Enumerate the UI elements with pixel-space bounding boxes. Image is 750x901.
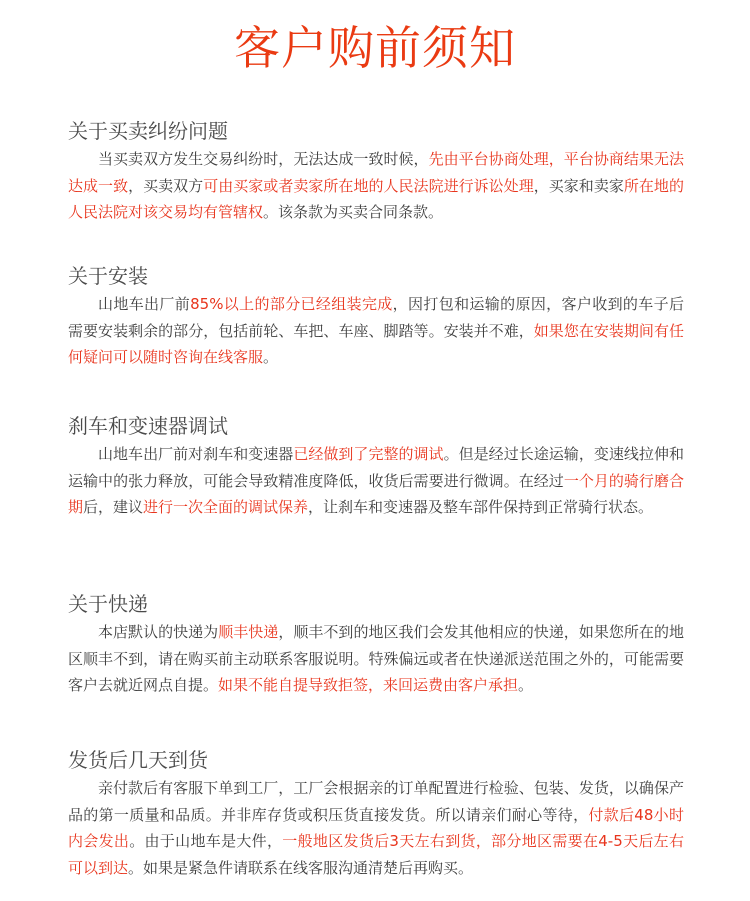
section-heading: 发货后几天到货	[68, 748, 208, 772]
section-dispute	[68, 118, 684, 226]
body-text: 山地车出厂前	[98, 295, 191, 313]
highlight-text: 顺丰快递	[218, 623, 279, 641]
body-text: ，让刹车和变速器及整车部件保持到正常骑行状态。	[308, 498, 654, 516]
section-heading: 关于买卖纠纷问题	[68, 119, 228, 143]
body-text: 。	[263, 348, 279, 366]
body-text: 。该条款为买卖合同条款。	[263, 203, 444, 221]
highlight-text: 如果不能自提导致拒签，来回运费由客户承担	[218, 676, 519, 694]
body-text: ，顺丰不到的地区我们会发其他相应的快递，如果您所在的地区顺丰不到，请在购买前主动联系客服说明。特殊偏远或者在快递派送范围之外的，可能需要客户去就近网点自提。	[68, 623, 684, 694]
highlight-text: 所在地的人民法院对该交易均有管辖权	[68, 176, 684, 221]
section-heading: 关于安装	[68, 264, 148, 288]
body-text: ，买卖双方	[128, 176, 204, 195]
section-brake-derailleur	[68, 413, 684, 521]
body-text: 。	[518, 676, 534, 694]
section-body	[68, 291, 684, 371]
body-text: 本店默认的快递为	[98, 623, 219, 641]
highlight-text: 85%以上的部分已经组装完成	[190, 295, 393, 313]
body-text: 山地车出厂前对刹车和变速器	[98, 445, 294, 463]
section-body	[68, 441, 684, 521]
highlight-text: 可由买家或者卖家所在地的人民法院进行诉讼处理	[203, 176, 534, 195]
highlight-text: 如果您在安装期间有任何疑问可以随时咨询在线客服	[68, 321, 684, 366]
section-body	[68, 775, 684, 881]
section-delivery-time	[68, 747, 684, 881]
highlight-text: 付款后48小时内会发出	[68, 805, 684, 850]
body-text: 。由于山地车是大件，	[129, 832, 283, 850]
body-text: ，因打包和运输的原因，客户收到的车子后需要安装剩余的部分，包括前轮、车把、车座、脚踏等。安装并不难，	[68, 295, 684, 340]
highlight-text: 已经做到了完整的调试	[293, 445, 444, 463]
body-text: 。如果是紧急件请联系在线客服沟通清楚后再购买。	[128, 858, 474, 877]
page-title: 客户购前须知	[234, 21, 516, 75]
highlight-text: 一个月的骑行磨合期	[68, 471, 684, 516]
highlight-text: 先由平台协商处理，平台协商结果无法达成一致	[68, 150, 684, 195]
section-body	[68, 146, 684, 226]
body-text: 亲付款后有客服下单到工厂，工厂会根据亲的订单配置进行检验、包装、发货，以确保产品的第一质量和品质。并非库存货或积压货直接发货。所以请亲们耐心等待，	[68, 779, 684, 824]
highlight-text: 进行一次全面的调试保养	[143, 498, 309, 516]
body-text: 。但是经过长途运输，变速线拉伸和运输中的张力释放，可能会导致精准度降低，收货后需要进行微调。在经过	[68, 445, 684, 490]
section-installation	[68, 263, 684, 371]
body-text: 当买卖双方发生交易纠纷时，无法达成一致时候，	[98, 150, 429, 168]
body-text: ，买家和卖家	[533, 176, 624, 195]
section-heading: 关于快递	[68, 592, 148, 616]
body-text: 后，建议	[83, 498, 144, 516]
section-heading: 刹车和变速器调试	[68, 414, 228, 438]
highlight-text: 一般地区发货后3天左右到货，部分地区需要在4-5天后左右可以到达	[68, 832, 684, 877]
section-courier	[68, 591, 684, 699]
section-body	[68, 619, 684, 699]
